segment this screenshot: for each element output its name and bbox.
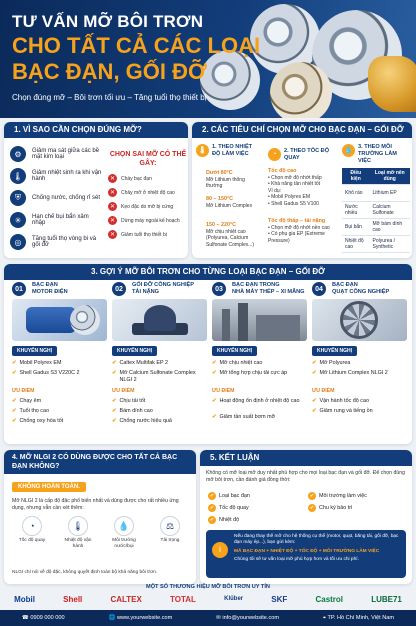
footer <box>0 610 416 626</box>
product-card: 01 BẠC ĐẠN MOTOR ĐIỆN KHUYẾN NGHỊ ✔ Mobil Polyrex EM ✔ Shell Gadus S3 V220C 2 ƯU ĐIỂM ✔ Chạy êm ✔ Tuổi thọ cao ✔ Chống oxy hóa tốt <box>12 282 107 444</box>
weight-icon: ⚖ <box>160 516 180 536</box>
warning-item: ✕ Giảm tuổi thọ thiết bị <box>109 231 167 238</box>
warning-item: ✕ Cháy bạc đạn <box>109 175 152 182</box>
product-card: 04 BẠC ĐẠN QUẠT CÔNG NGHIỆP KHUYẾN NGHỊ ✔ Mỡ Polyurea ✔ Mỡ Lithium Complex NLGI 2 ƯU ĐIỂM ✔ Vận hành tốc độ cao ✔ Giảm rung và tiếng ồn <box>312 282 407 444</box>
pillow-block-image <box>112 299 207 341</box>
close-icon: ✕ <box>109 176 116 182</box>
section-criteria <box>192 122 412 258</box>
section-title: 5. KẾT LUẬN <box>200 450 412 466</box>
factory-image <box>212 299 307 341</box>
warning-item: ✕ Kẹo đặc do mỡ bị cứng <box>109 203 174 210</box>
brand-logo: Shell <box>63 594 83 604</box>
info-icon: i <box>212 542 228 558</box>
brands-title: MỘT SỐ THƯƠNG HIỆU MỠ BÔI TRƠN UY TÍN <box>146 584 270 590</box>
close-icon: ✕ <box>109 190 116 196</box>
thermometer-icon: 🌡 <box>196 144 209 157</box>
conclusion-text: Không có mỡ loại mỡ duy nhất phù hợp cho mọi loại bạc đạn và gối đỡ. Để chọn đúng mỡ bôi trơn, cần đánh giá đồng thời: <box>206 470 406 483</box>
dust-icon: ✳ <box>10 212 26 228</box>
brand-logo: SKF <box>271 594 288 604</box>
check-item: ✔ Chu kỳ bảo trì <box>309 505 353 511</box>
factor-item: 💧 Môi trường nước/bụi <box>110 516 138 550</box>
hero-title: TƯ VẤN MỠ BÔI TRƠN <box>12 12 204 31</box>
brands-bar <box>0 588 416 610</box>
industrial-fan-image <box>312 299 407 341</box>
environment-table: Điều kiện Loại mỡ nên dùng Khô ráo Lithium EP Nước nhiều Calcium Sulfonate Bụi bẩn Mỡ bám dính cao Nhiệt độ cao Polyurea / Synthetic <box>342 168 410 253</box>
benefit-item: ⛨ Chống nước, chống rỉ sét <box>10 190 102 206</box>
bearing-image <box>270 62 332 118</box>
warning-item: ✕ Chảy mỡ ở nhiệt độ cao <box>109 189 175 196</box>
section-suggestions <box>4 264 412 444</box>
brand-logo: Castrol <box>315 594 344 604</box>
check-icon: ✔ <box>209 505 215 511</box>
brand-logo: LUBE71 <box>371 594 402 604</box>
website-link[interactable]: 🌐 www.yourwebsite.com <box>108 615 173 621</box>
check-item: ✔ Loại bạc đạn <box>209 493 250 499</box>
hero-banner <box>0 0 416 118</box>
warning-item: ✕ Dừng máy ngoài kế hoạch <box>109 217 180 224</box>
section-title: 4. MỠ NLGI 2 CÓ DÙNG ĐƯỢC CHO TẤT CẢ BẠC ĐẠN KHÔNG? <box>4 450 196 474</box>
speed-low: Tốc độ thấp – tải nặng • Chọn mỡ độ nhớt nền cao • Có phụ gia EP (Extreme Pressure) <box>268 218 330 244</box>
factor-item: ⚖ Tải trọng <box>156 516 184 544</box>
droplet-icon: 💧 <box>114 516 134 536</box>
check-icon: ✔ <box>309 505 315 511</box>
shield-icon: ⛨ <box>10 190 26 206</box>
warning-title: CHỌN SAI MỠ CÓ THỂ GÂY: <box>109 151 187 167</box>
electric-motor-image <box>12 299 107 341</box>
factor-item: 🌡 Nhiệt độ vận hành <box>64 516 92 550</box>
brand-logo: Mobil <box>14 594 35 604</box>
benefit-item: ⚙ Giảm ma sát giữa các bề mặt kim loại <box>10 146 102 162</box>
nlgi-text: Mỡ NLGI 2 là cấp độ đặc phổ biến nhất và dùng được cho rất nhiều ứng dụng, nhưng vẫn cần xét thêm: <box>12 498 179 511</box>
close-icon: ✕ <box>109 232 116 238</box>
benefit-item: 🌡 Giảm nhiệt sinh ra khi vận hành <box>10 168 102 184</box>
grease-image <box>368 56 416 112</box>
brand-logo: TOTAL <box>170 594 196 604</box>
section-title: 3. GỢI Ý MỠ BÔI TRƠN CHO TỪNG LOẠI BẠC ĐẠN – GỐI ĐỠ <box>4 264 412 280</box>
section-why <box>4 122 188 258</box>
benefit-item: ✳ Hạn chế bụi bẩn xâm nhập <box>10 212 102 228</box>
close-icon: ✕ <box>109 218 116 224</box>
temp-row: 150 – 220°C Mỡ chịu nhiệt cao (Polyurea, Calcium Sulfonate Complex...) <box>206 222 255 248</box>
section-title: 1. VÌ SAO CẦN CHỌN ĐÚNG MỠ? <box>4 122 188 138</box>
criteria-temperature-title: 🌡 1. THEO NHIỆT ĐỘ LÀM VIỆC <box>196 144 262 158</box>
thermometer-icon: 🌡 <box>10 168 26 184</box>
gear-icon: ⚙ <box>10 146 26 162</box>
check-item: ✔ Môi trường làm việc <box>309 493 367 499</box>
droplet-icon: 💧 <box>342 144 355 157</box>
hero-subtitle-1: CHO TẤT CẢ CÁC LOẠI <box>12 33 261 58</box>
brand-logo: CALTEX <box>110 594 142 604</box>
product-card: 03 BẠC ĐẠN TRONG NHÀ MÁY THÉP – XI MĂNG KHUYẾN NGHỊ ✔ Mỡ chịu nhiệt cao ✔ Mỡ tổng hợp chịu tải cực áp ƯU ĐIỂM ✔ Hoạt động ổn định ở nhiệt độ cao ✔ Giảm tần suất bơm mỡ <box>212 282 307 444</box>
bearing-image <box>200 50 260 110</box>
benefit-item: ◎ Tăng tuổi thọ vòng bi và gối đỡ <box>10 234 102 250</box>
thermometer-icon: 🌡 <box>68 516 88 536</box>
close-icon: ✕ <box>109 204 116 210</box>
nlgi-note: NLGI chỉ nói về độ đặc, không quyết định toàn bộ khả năng bôi trơn. <box>12 570 158 575</box>
email-link[interactable]: ✉ info@yourwebsite.com <box>216 615 280 621</box>
section-nlgi <box>4 450 196 584</box>
phone[interactable]: ☎ 0909 000 000 <box>21 615 65 621</box>
speedometer-icon: ◔ <box>268 148 281 161</box>
temp-row: Dưới 80°C Mỡ Lithium thông thường <box>206 170 245 189</box>
check-icon: ✔ <box>209 493 215 499</box>
answer-badge: KHÔNG HOÀN TOÀN. <box>12 482 86 492</box>
factor-item: ◔ Tốc độ quay <box>18 516 46 544</box>
section-conclusion <box>200 450 412 584</box>
check-icon: ✔ <box>309 493 315 499</box>
criteria-environment-title: 💧 3. THEO MÔI TRƯỜNG LÀM VIỆC <box>342 144 410 165</box>
check-icon: ✔ <box>209 517 215 523</box>
address: ⌖ TP. Hồ Chí Minh, Việt Nam <box>322 614 395 621</box>
hero-tagline: Chọn đúng mỡ – Bôi trơn tối ưu – Tăng tuổi thọ thiết bị <box>12 93 207 102</box>
contact-note: i Nếu đang thay thế mỡ cho hệ thống cụ thể (motor, quạt, băng tải, gối đỡ, bạc đạn máy ép...), bạn gửi kèm: MÃ BẠC ĐẠN + NHIỆT ĐỘ + TỐC ĐỘ + MÔI TRƯỜNG LÀM VIỆC Chúng tôi sẽ tư vấn loại mỡ phù hợp hơn và tối ưu chi phí. <box>206 530 406 578</box>
temp-row: 80 – 150°C Mỡ Lithium Complex <box>206 196 253 209</box>
brand-logo: Klüber <box>224 596 244 602</box>
speedometer-icon: ◔ <box>22 516 42 536</box>
check-item: ✔ Tốc độ quay <box>209 505 249 511</box>
bearing-icon: ◎ <box>10 234 26 250</box>
section-title: 2. CÁC TIÊU CHÍ CHỌN MỠ CHO BẠC ĐẠN – GỐI ĐỠ <box>192 122 412 138</box>
speed-high: Tốc độ cao • Chọn mỡ độ nhớt thấp • Khả năng tản nhiệt tốt Ví dụ: • Mobil Polyrex EM • Shell Gadus S5 V100 <box>268 168 322 207</box>
check-item: ✔ Nhiệt độ <box>209 517 240 523</box>
hero-subtitle-2: BẠC ĐẠN, GỐI ĐỠ <box>12 59 207 84</box>
product-card: 02 GỐI ĐỠ CÔNG NGHIỆP TẢI NẶNG KHUYẾN NGHỊ ✔ Caltex Multifak EP 2 ✔ Mỡ Calcium Sulfonate Complex NLGI 2 ƯU ĐIỂM ✔ Chịu tải tốt ✔ Bám dính cao ✔ Chống nước hiệu quả <box>112 282 207 444</box>
criteria-speed-title: ◔ 2. THEO TỐC ĐỘ QUAY <box>268 148 338 162</box>
